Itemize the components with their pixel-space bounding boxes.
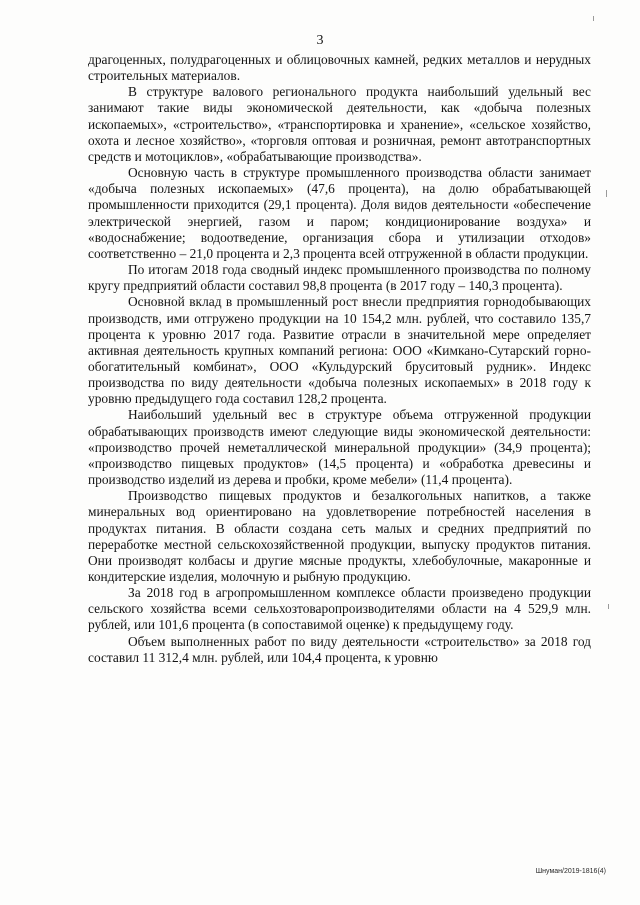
paragraph: драгоценных, полудрагоценных и облицовочных камней, редких металлов и нерудных строительных материалов. (88, 52, 591, 84)
paragraph: Объем выполненных работ по виду деятельности «строительство» за 2018 год составил 11 312,4 млн. рублей, или 104,4 процента, к уровню (88, 633, 591, 665)
paragraph: По итогам 2018 года сводный индекс промышленного производства по полному кругу предприятий области составил 98,8 процента (в 2017 году – 140,3 процента). (88, 262, 591, 294)
footer-document-code: Шнуман/2019-1816(4) (535, 868, 606, 875)
paragraph: Основной вклад в промышленный рост внесли предприятия горнодобывающих производств, ими отгружено продукции на 10 154,2 млн. рублей, что составило 135,7 процента к уровню 2017 года. Развитие отрасли в значительной мере определяет активная деятельность крупных компаний региона: ООО «Кимкано-Сутарский горно-обогатительный комбинат», ООО «Кульдурский бруситовый рудник». Индекс производства по виду деятельности «добыча полезных ископаемых» в 2018 году к уровню предыдущего года составил 128,2 процента. (88, 294, 591, 407)
scan-mark (606, 190, 607, 197)
scan-mark (593, 16, 594, 21)
paragraph: Производство пищевых продуктов и безалкогольных напитков, а также минеральных вод ориентировано на удовлетворение потребностей населения в продуктах питания. В области создана сеть малых и средних предприятий по переработке местной сельскохозяйственной продукции, выпуску продуктов питания. Они производят колбасы и другие мясные продукты, хлебобулочные, макаронные и кондитерские изделия, молочную и рыбную продукцию. (88, 488, 591, 584)
page-number: 3 (316, 33, 324, 48)
body-text (88, 52, 591, 666)
paragraph: Наибольший удельный вес в структуре объема отгруженной продукции обрабатывающих производств имеют следующие виды экономической деятельности: «производство прочей неметаллической минеральной продукции» (34,9 процента); «производство пищевых продуктов» (14,5 процента) и «обработка древесины и производство изделий из дерева и пробки, кроме мебели» (11,4 процента). (88, 407, 591, 488)
paragraph: За 2018 год в агропромышленном комплексе области произведено продукции сельского хозяйства всеми сельхозтоваропроизводителями области на 4 529,9 млн. рублей, или 101,6 процента (в сопоставимой оценке) к предыдущему году. (88, 585, 591, 633)
paragraph: Основную часть в структуре промышленного производства области занимает «добыча полезных ископаемых» (47,6 процента), на долю обрабатывающей промышленности приходится (29,1 процента). Доля видов деятельности «обеспечение электрической энергией, газом и паром; кондиционирование воздуха» и «водоснабжение; водоотведение, организация сбора и утилизации отходов» соответственно – 21,0 процента и 2,3 процента всей отгруженной в области продукции. (88, 165, 591, 261)
paragraph: В структуре валового регионального продукта наибольший удельный вес занимают такие виды экономической деятельности, как «добыча полезных ископаемых», «строительство», «транспортировка и хранение», «сельское хозяйство, охота и лесное хозяйство», «торговля оптовая и розничная, ремонт автотранспортных средств и мотоциклов», «обрабатывающие производства». (88, 84, 591, 164)
scan-mark (608, 604, 609, 609)
